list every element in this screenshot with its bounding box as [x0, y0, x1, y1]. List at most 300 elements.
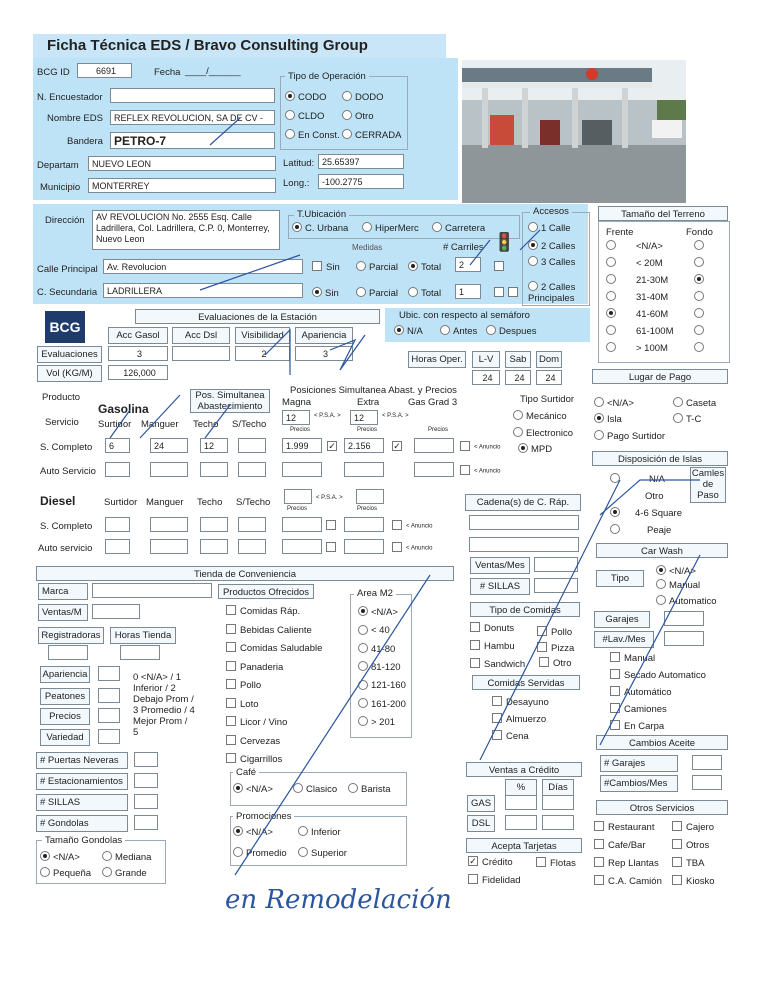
checkbox-icon [226, 605, 236, 615]
d-auto-servicio-label: Auto servicio [38, 543, 93, 554]
pago-caseta[interactable]: Caseta [673, 398, 716, 409]
radio-icon [362, 222, 372, 232]
isla-otro[interactable]: Otro [645, 491, 664, 502]
area-item-2[interactable] [358, 644, 395, 655]
radio-icon [606, 325, 616, 335]
carwash-item-label: En Carpa [624, 721, 665, 732]
med1-chk[interactable] [494, 262, 508, 273]
radio-icon [694, 291, 704, 301]
radio-icon [342, 91, 352, 101]
sem-na[interactable]: N/A [394, 326, 423, 337]
eval-visibilidad[interactable]: 2 [235, 346, 290, 361]
med2-chk[interactable] [494, 288, 522, 299]
tipo-surtidor-title: Tipo Surtidor [520, 394, 575, 405]
tj-flotas[interactable]: Flotas [536, 858, 576, 869]
bandera-field[interactable]: PETRO-7 [110, 132, 275, 149]
anuncio-label: < Anuncio [406, 545, 433, 552]
radio-icon [408, 261, 418, 271]
horas-lv: L-V [472, 351, 500, 368]
otros-item-4[interactable] [594, 858, 659, 869]
frente-radio-3[interactable] [606, 292, 619, 303]
radio-icon [298, 847, 308, 857]
sc-surtidor[interactable]: 6 [105, 438, 130, 453]
area-item-label: < 40 [371, 625, 390, 637]
diesel-field-1-0[interactable] [105, 539, 130, 554]
producto-item-2[interactable] [226, 643, 322, 654]
radio-icon [606, 257, 616, 267]
op-en-const[interactable]: En Const. [285, 130, 340, 141]
surtidor-electronico[interactable]: Electronico [513, 428, 573, 439]
vc-dsl-label: DSL [467, 815, 495, 832]
producto-item-label: Pollo [240, 680, 262, 691]
producto-item-4[interactable] [226, 680, 261, 691]
frente-radio-6[interactable] [606, 343, 619, 354]
sc-stecho[interactable] [238, 438, 266, 453]
cadenas-field-2[interactable] [469, 537, 579, 552]
tc-donuts[interactable]: Donuts [470, 623, 514, 634]
horas-dom-value[interactable]: 24 [536, 370, 562, 385]
diesel-field-0-4[interactable] [282, 517, 322, 532]
acceso-2[interactable]: 2 Calles [528, 241, 575, 252]
vol-field[interactable]: 126,000 [108, 365, 168, 380]
vol-label: Vol (KG/M) [37, 365, 102, 382]
frente-radio-2[interactable] [606, 275, 619, 286]
diesel-field-0-1[interactable] [150, 517, 188, 532]
otros-item-label: C.A. Camión [608, 876, 662, 887]
diesel-anuncio-0[interactable] [392, 521, 433, 531]
op-cerrada[interactable]: CERRADA [342, 130, 401, 141]
d-psa-label: < P.S.A. > [316, 495, 343, 501]
checkbox-icon [492, 696, 502, 706]
vc-pct: % [505, 779, 537, 796]
bandera-label: Bandera [67, 136, 103, 147]
cw-manual[interactable]: Manual [656, 580, 700, 591]
isla-peaje[interactable]: Peaje [610, 525, 671, 536]
otros-title: Otros Servicios [596, 800, 728, 815]
as-manguer[interactable] [150, 462, 188, 477]
otros-item-2[interactable] [594, 840, 646, 851]
checkbox-icon [492, 730, 502, 740]
diesel-field-1-1[interactable] [150, 539, 188, 554]
frente-radio-5[interactable] [606, 326, 619, 337]
depto-field[interactable]: NUEVO LEON [88, 156, 276, 171]
producto-item-label: Bebidas Caliente [240, 624, 312, 636]
magna-anuncio-chk[interactable] [327, 442, 341, 453]
otros-item-7[interactable] [672, 876, 715, 887]
otros-item-6[interactable] [594, 876, 662, 887]
area-item-3[interactable] [358, 662, 401, 673]
eval-acc-dsl[interactable] [172, 346, 230, 361]
radio-icon [356, 261, 366, 271]
diesel-field-1-2[interactable] [200, 539, 228, 554]
comidas-servidas-title: Comidas Servidas [472, 675, 580, 690]
med1-total[interactable]: Total [408, 262, 441, 273]
precios-2: Precios [357, 427, 378, 433]
med2-parcial[interactable]: Parcial [356, 288, 398, 299]
diesel-field-0-2[interactable] [200, 517, 228, 532]
encuestador-field[interactable] [110, 88, 275, 103]
s-completo-label: S. Completo [40, 442, 93, 453]
surtidor-mpd[interactable]: MPD [518, 444, 552, 455]
cafe-clasico[interactable]: Clasico [293, 784, 337, 795]
carwash-item-1[interactable] [610, 670, 706, 681]
radio-icon [513, 410, 523, 420]
surtidor-mecanico[interactable]: Mecánico [513, 411, 567, 422]
radio-icon [408, 287, 418, 297]
area-item-label: > 201 [371, 716, 396, 728]
med2-sin[interactable]: Sin [312, 288, 339, 299]
producto-item-7[interactable] [226, 736, 280, 747]
fondo-radio-0[interactable] [694, 241, 707, 252]
checkbox-icon [392, 520, 402, 530]
tc-pizza[interactable]: Pizza [537, 643, 574, 654]
carriles2-field[interactable]: 1 [455, 284, 481, 299]
peatones-label: Peatones [40, 688, 90, 705]
carwash-item-label: Automático [624, 687, 672, 698]
d-psa1[interactable] [284, 489, 312, 504]
d-precios-2: Precios [357, 506, 378, 512]
as-extra[interactable] [344, 462, 384, 477]
pago-surtidor[interactable]: Pago Surtidor [594, 431, 665, 442]
diesel-chk-0-a[interactable] [326, 521, 340, 532]
horas-sab: Sab [505, 351, 531, 368]
estac-field[interactable] [134, 773, 158, 788]
grad3-price[interactable] [414, 438, 454, 453]
col-techo: Techo [193, 419, 219, 430]
otros-item-label: Kiosko [686, 876, 715, 887]
encuestador-label: N. Encuestador [37, 92, 103, 103]
secundaria-field[interactable]: LADRILLERA [103, 283, 303, 298]
sc-manguer[interactable]: 24 [150, 438, 188, 453]
check-icon: ✓ [393, 441, 401, 452]
radio-icon [358, 698, 368, 708]
frente-radio-1[interactable] [606, 258, 619, 269]
producto-item-label: Licor / Vino [240, 717, 288, 728]
sillas-label: # SILLAS [36, 794, 128, 811]
isla-square[interactable]: 4-6 Square [610, 508, 682, 519]
radio-icon [673, 397, 683, 407]
tc-sandwich[interactable]: Sandwich [470, 659, 525, 670]
radio-icon [694, 240, 704, 250]
acceso-1[interactable]: 1 Calle [528, 223, 571, 234]
direccion-field[interactable]: AV REVOLUCION No. 2555 Esq. Calle Ladrillera, Col. Ladrillera, C.P. 0, Monterrey, Nuevo Leon [92, 210, 280, 250]
otros-item-1[interactable] [672, 822, 714, 833]
fondo-radio-4[interactable] [694, 309, 707, 320]
carwash-item-4[interactable] [610, 721, 664, 732]
d-psa2[interactable] [356, 489, 384, 504]
otros-item-label: TBA [686, 858, 705, 869]
radio-icon [610, 524, 620, 534]
bcg-id-label: BCG ID [37, 67, 70, 78]
diesel-field-1-4[interactable] [282, 539, 322, 554]
bcg-id-field[interactable]: 6691 [77, 63, 132, 78]
cafe-barista[interactable]: Barista [348, 784, 391, 795]
variedad-label: Variedad [40, 729, 90, 746]
depto-label: Departam [37, 160, 79, 171]
acceso-4[interactable]: 2 Calles Principales [528, 282, 576, 304]
diesel-chk-1-a[interactable] [326, 543, 340, 554]
horas-tienda-field[interactable] [120, 645, 160, 660]
area-item-4[interactable] [358, 680, 406, 691]
registradoras-field[interactable] [48, 645, 88, 660]
radio-icon [440, 325, 450, 335]
radio-icon [656, 565, 666, 575]
tj-credito[interactable]: ✓ Crédito [469, 856, 513, 868]
frente-radio-0[interactable] [606, 241, 619, 252]
horas-dom: Dom [536, 351, 562, 368]
eval-acc-gasol[interactable]: 3 [108, 346, 168, 361]
radio-icon [513, 427, 523, 437]
as-stecho[interactable] [238, 462, 266, 477]
extra-price[interactable]: 2.156 [344, 438, 384, 453]
producto-item-label: Cigarrillos [240, 754, 283, 765]
tam-na[interactable]: <N/A> [40, 852, 80, 863]
carwash-item-label: Manual [624, 653, 656, 664]
radio-icon [528, 281, 538, 291]
area-item-5[interactable] [358, 699, 406, 710]
op-dodo[interactable]: DODO [342, 92, 384, 103]
horas-lv-value[interactable]: 24 [472, 370, 500, 385]
magna-price[interactable]: 1.999 [282, 438, 322, 453]
municipio-field[interactable]: MONTERREY [88, 178, 276, 193]
checkbox-icon [226, 679, 236, 689]
tamano-title: Tamaño Gondolas [42, 835, 125, 846]
islas-title: Disposición de Islas [592, 451, 728, 466]
diesel-anuncio-1[interactable] [392, 543, 433, 553]
radio-icon [102, 851, 112, 861]
ventas-field[interactable] [92, 604, 140, 619]
evaluaciones-title: Evaluaciones de la Estación [135, 309, 380, 324]
pago-isla[interactable]: Isla [594, 414, 622, 425]
cadenas-title: Cadena(s) de C. Ráp. [465, 494, 581, 511]
sem-despues[interactable]: Despues [486, 326, 537, 337]
checkbox-icon [672, 821, 682, 831]
cs-cena[interactable]: Cena [492, 731, 529, 742]
area-item-6[interactable] [358, 717, 395, 728]
grad3-anuncio[interactable]: < Anuncio [460, 442, 501, 452]
cw-auto[interactable]: Automatico [656, 596, 717, 607]
nombre-field[interactable]: REFLEX REVOLUCION, SA DE CV - [110, 110, 275, 125]
terreno-label-6: > 100M [636, 343, 668, 354]
cs-desayuno[interactable]: Desayuno [492, 697, 549, 708]
producto-item-label: Cervezas [240, 735, 281, 747]
checkbox-icon [610, 720, 620, 730]
vc-dsl-pct[interactable] [505, 815, 537, 830]
otros-item-3[interactable] [672, 840, 709, 851]
accesos-title: Accesos [530, 206, 572, 217]
diesel-field-0-3[interactable] [238, 517, 266, 532]
pos-sim-header: Pos. Simultanea Abastecimiento [190, 389, 270, 413]
area-item-1[interactable] [358, 625, 390, 636]
radio-icon [233, 783, 243, 793]
secundaria-label: C. Secundaria [37, 287, 98, 298]
producto-item-0[interactable] [226, 606, 300, 617]
long-label: Long.: [283, 178, 310, 189]
otros-item-label: Cafe/Bar [608, 840, 646, 851]
fondo-label: Fondo [686, 227, 713, 238]
ubic-carretera[interactable]: Carretera [432, 223, 485, 234]
producto-item-label: Loto [240, 698, 259, 710]
horas-sab-value[interactable]: 24 [505, 370, 531, 385]
producto-item-5[interactable] [226, 699, 259, 710]
promo-na[interactable]: <N/A> [233, 827, 273, 838]
municipio-label: Municipio [40, 182, 81, 193]
fondo-radio-3[interactable] [694, 292, 707, 303]
vm-sillas-field[interactable] [534, 578, 578, 593]
long-field[interactable]: -100.2775 [318, 174, 404, 189]
med1-parcial[interactable]: Parcial [356, 262, 398, 273]
puertas-field[interactable] [134, 752, 158, 767]
carwash-item-2[interactable] [610, 687, 672, 698]
as-techo[interactable] [200, 462, 228, 477]
terreno-label-0: <N/A> [636, 241, 663, 252]
fecha-field[interactable]: ____/______ [185, 66, 241, 77]
op-cldo[interactable]: CLDO [285, 111, 324, 122]
radio-icon [694, 257, 704, 267]
principal-field[interactable]: Av. Revolucion [103, 259, 303, 274]
med2-total[interactable]: Total [408, 288, 441, 299]
area-item-label: 161-200 [371, 698, 406, 710]
otros-item-5[interactable] [672, 858, 704, 869]
vc-gas-pct[interactable] [505, 795, 537, 810]
ventas-mes-field[interactable] [534, 557, 578, 572]
cadenas-field[interactable] [469, 515, 579, 530]
radio-icon [432, 222, 442, 232]
aceite-garajes-field[interactable] [692, 755, 722, 770]
tam-mediana[interactable]: Mediana [102, 852, 151, 863]
radio-icon [292, 222, 302, 232]
tam-grande[interactable]: Grande [102, 868, 147, 879]
radio-icon [40, 851, 50, 861]
variedad-field[interactable] [98, 729, 120, 744]
extra-anuncio-chk[interactable] [392, 442, 406, 453]
sc-techo[interactable]: 12 [200, 438, 228, 453]
cs-almuerzo[interactable]: Almuerzo [492, 714, 546, 725]
promo-inferior[interactable]: Inferior [298, 827, 341, 838]
pago-tc[interactable]: T-C [673, 414, 701, 425]
marca-field[interactable] [92, 583, 212, 598]
op-otro[interactable]: Otro [342, 111, 373, 122]
lav-label: #Lav./Mes [594, 631, 654, 648]
tj-fidelidad[interactable]: Fidelidad [468, 875, 521, 886]
sillas-field[interactable] [134, 794, 158, 809]
grade-extra: Extra [357, 397, 380, 408]
carwash-title: Car Wash [596, 543, 728, 558]
extra-psa[interactable]: 12 [350, 410, 378, 425]
otros-item-label: Rep Llantas [608, 858, 659, 869]
radio-icon [606, 240, 616, 250]
isla-na[interactable]: N/A [610, 474, 665, 485]
carwash-item-0[interactable] [610, 653, 655, 664]
precios-field[interactable] [98, 708, 120, 723]
promo-promedio[interactable]: Promedio [233, 848, 287, 859]
tc-hambu[interactable]: Hambu [470, 641, 515, 652]
producto-item-label: Panaderia [240, 661, 284, 673]
col-manguer: Manguer [141, 419, 179, 430]
fondo-radio-5[interactable] [694, 326, 707, 337]
vc-dsl-dias[interactable] [542, 815, 574, 830]
productos-title: Productos Ofrecidos [218, 584, 314, 599]
cafe-na[interactable]: <N/A> [233, 784, 273, 795]
tam-pequena[interactable]: Pequeña [40, 868, 91, 879]
as-magna[interactable] [282, 462, 322, 477]
diesel-field-1-5[interactable] [344, 539, 384, 554]
med1-sin[interactable]: Sin [312, 262, 340, 273]
diesel-field-0-0[interactable] [105, 517, 130, 532]
registradoras-label: Registradoras [38, 627, 104, 644]
pago-na[interactable]: <N/A> [594, 398, 634, 409]
carriles1-field[interactable]: 2 [455, 257, 481, 272]
fondo-radio-2[interactable] [694, 275, 707, 286]
producto-item-6[interactable] [226, 717, 287, 728]
checkbox-icon [312, 261, 322, 271]
anuncio-label: < Anuncio [406, 523, 433, 530]
radio-icon [606, 274, 616, 284]
sem-antes[interactable]: Antes [440, 326, 477, 337]
apariencia-field[interactable] [98, 666, 120, 681]
checkbox-icon [392, 542, 402, 552]
ubic-urbana[interactable]: C. Urbana [292, 223, 348, 234]
op-codo[interactable]: CODO [285, 92, 327, 103]
producto-item-3[interactable] [226, 662, 283, 673]
producto-item-8[interactable] [226, 754, 282, 765]
lav-field[interactable] [664, 631, 704, 646]
promo-superior[interactable]: Superior [298, 848, 347, 859]
as-surtidor[interactable] [105, 462, 130, 477]
radio-icon [518, 443, 528, 453]
diesel-field-1-3[interactable] [238, 539, 266, 554]
carwash-item-3[interactable] [610, 704, 667, 715]
checkbox-icon [468, 874, 478, 884]
checkbox-icon [326, 520, 336, 530]
diesel-field-0-5[interactable] [344, 517, 384, 532]
area-item-0[interactable] [358, 607, 398, 618]
aceite-cambios-field[interactable] [692, 775, 722, 790]
frente-radio-4[interactable] [606, 309, 619, 320]
checkbox-icon [610, 669, 620, 679]
fondo-radio-1[interactable] [694, 258, 707, 269]
fondo-radio-6[interactable] [694, 343, 707, 354]
checkbox-icon [508, 287, 518, 297]
otros-item-0[interactable] [594, 822, 654, 833]
ubic-hipermerc[interactable]: HiperMerc [362, 223, 419, 234]
checkbox-icon [492, 713, 502, 723]
radio-icon [594, 430, 604, 440]
tc-pollo[interactable]: Pollo [537, 627, 572, 638]
producto-item-1[interactable] [226, 625, 312, 636]
check-icon: ✓ [328, 441, 336, 452]
terreno-label-2: 21-30M [636, 275, 669, 286]
magna-psa[interactable]: 12 [282, 410, 310, 425]
radio-icon [594, 397, 604, 407]
vc-gas-dias[interactable] [542, 795, 574, 810]
checkbox-icon [610, 652, 620, 662]
area-item-label: 121-160 [371, 680, 406, 692]
eval-apariencia[interactable]: 3 [295, 346, 353, 361]
cw-na[interactable]: <N/A> [656, 566, 696, 577]
garajes-field[interactable] [664, 611, 704, 626]
gondolas-field[interactable] [134, 815, 158, 830]
lat-field[interactable]: 25.65397 [318, 154, 404, 169]
checkbox-icon [226, 735, 236, 745]
carwash-tipo-label: Tipo [596, 570, 644, 587]
tc-otro[interactable]: Otro [539, 658, 571, 669]
peatones-field[interactable] [98, 688, 120, 703]
as-grad3[interactable] [414, 462, 454, 477]
radio-icon [298, 826, 308, 836]
as-anuncio[interactable]: < Anuncio [460, 466, 501, 476]
acceso-3[interactable]: 3 Calles [528, 257, 575, 268]
